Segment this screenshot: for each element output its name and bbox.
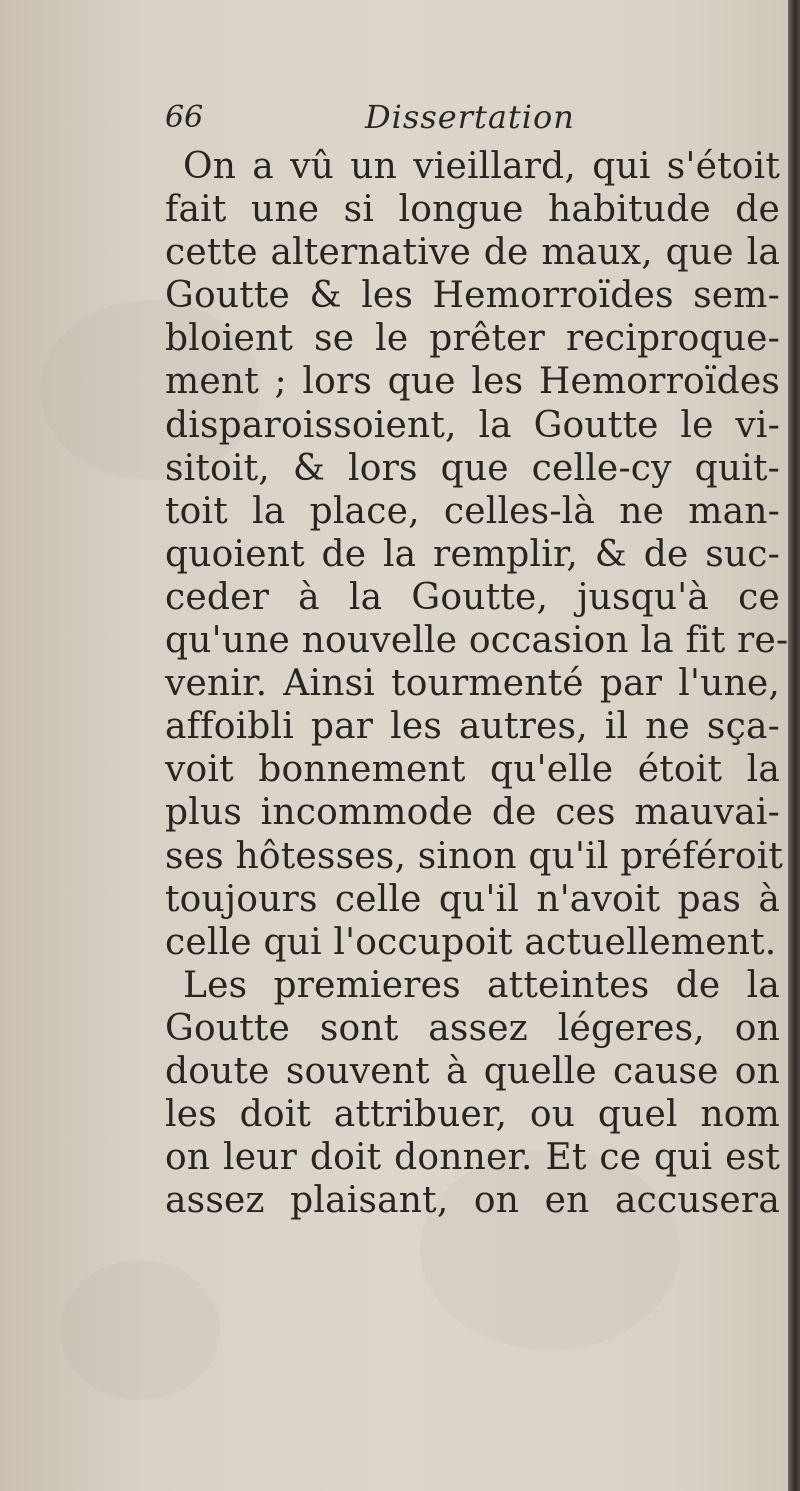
text-line: fait une si longue habitude de <box>165 189 780 231</box>
text-line: ceder à la Goutte, jusqu'à ce <box>165 576 780 618</box>
text-line: plus incommode de ces mauvai- <box>165 792 780 834</box>
text-line: bloient se le prêter reciproque- <box>165 318 780 360</box>
paper-stain <box>60 1260 220 1400</box>
text-line: toit la place, celles-là ne man- <box>165 490 780 532</box>
text-line: ment ; lors que les Hemorroïdes <box>165 361 780 403</box>
text-line: voit bonnement qu'elle étoit la <box>165 749 780 791</box>
running-head: Dissertation <box>365 98 575 136</box>
text-line: Goutte & les Hemorroïdes sem- <box>165 275 780 317</box>
text-line: Goutte sont assez légeres, on <box>165 1007 780 1049</box>
page-number: 66 <box>165 100 204 135</box>
text-line: quoient de la remplir, & de suc- <box>165 533 780 575</box>
text-line: cette alternative de maux, que la <box>165 232 780 274</box>
text-line: qu'une nouvelle occasion la fit re- <box>165 620 788 662</box>
text-line: ses hôtesses, sinon qu'il préféroit <box>165 835 784 877</box>
text-line: On a vû un vieillard, qui s'étoit <box>183 146 780 187</box>
text-line: celle qui l'occupoit actuellement. <box>165 921 777 963</box>
page-header <box>165 100 765 150</box>
text-line: Les premieres atteintes de la <box>183 964 780 1006</box>
text-line: doute souvent à quelle cause on <box>165 1050 780 1092</box>
text-line: venir. Ainsi tourmenté par l'une, <box>165 663 780 705</box>
text-line: on leur doit donner. Et ce qui est <box>165 1137 780 1179</box>
text-line: disparoissoient, la Goutte le vi- <box>165 404 780 446</box>
text-line: les doit attribuer, ou quel nom <box>165 1094 780 1136</box>
text-line: sitoit, & lors que celle-cy quit- <box>165 447 780 489</box>
text-line: assez plaisant, on en accusera <box>165 1180 780 1222</box>
page-edge-shadow <box>788 0 800 1491</box>
body-text <box>165 145 788 1222</box>
text-line: affoibli par les autres, il ne sça- <box>165 706 780 748</box>
text-line: toujours celle qu'il n'avoit pas à <box>165 878 780 920</box>
